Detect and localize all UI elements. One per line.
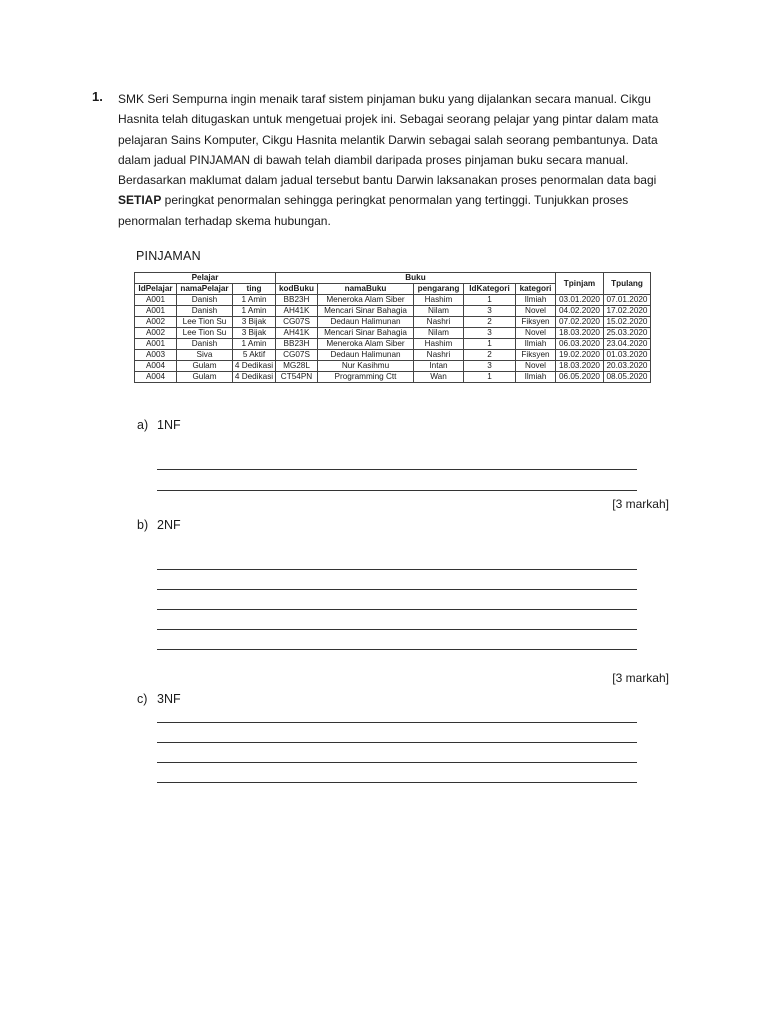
table-cell: A002 <box>135 317 177 328</box>
table-cell: 1 <box>464 339 516 350</box>
table-cell: MG28L <box>276 361 318 372</box>
table-cell: A002 <box>135 328 177 339</box>
group-header-pelajar: Pelajar <box>135 273 276 284</box>
table-cell: Nilam <box>414 328 464 339</box>
table-cell: 3 Bijak <box>233 328 276 339</box>
table-cell: 3 <box>464 306 516 317</box>
table-cell: Mencari Sinar Bahagia <box>318 306 414 317</box>
table-row <box>135 295 651 306</box>
table-cell: AH41K <box>276 306 318 317</box>
column-header: namaPelajar <box>177 284 233 295</box>
table-cell: 1 Amin <box>233 295 276 306</box>
table-cell: Ilmiah <box>516 339 556 350</box>
table-cell: 1 <box>464 295 516 306</box>
table-cell: CG07S <box>276 350 318 361</box>
table-cell: 20.03.2020 <box>604 361 651 372</box>
table-row <box>135 306 651 317</box>
table-cell: Nur Kasihmu <box>318 361 414 372</box>
table-row <box>135 328 651 339</box>
table-body <box>135 295 651 383</box>
table-cell: Danish <box>177 339 233 350</box>
question-text-part2: peringkat penormalan sehingga peringkat penormalan yang tertinggi. Tunjukkan proses penormalan terhadap skema hubungan. <box>118 193 629 228</box>
table-cell: A001 <box>135 339 177 350</box>
table-cell: 5 Aktif <box>233 350 276 361</box>
question-text <box>118 89 678 231</box>
column-header: kodBuku <box>276 284 318 295</box>
table-cell: Wan <box>414 372 464 383</box>
table-cell: CT54PN <box>276 372 318 383</box>
table-cell: 25.03.2020 <box>604 328 651 339</box>
group-header-buku: Buku <box>276 273 556 284</box>
table-cell: Ilmiah <box>516 372 556 383</box>
table-cell: 23.04.2020 <box>604 339 651 350</box>
table-cell: 19.02.2020 <box>556 350 604 361</box>
table-cell: Dedaun Halimunan <box>318 317 414 328</box>
table-cell: Nashri <box>414 317 464 328</box>
table-row <box>135 372 651 383</box>
table-cell: 15.02.2020 <box>604 317 651 328</box>
table-cell: 3 Bijak <box>233 317 276 328</box>
column-header: ting <box>233 284 276 295</box>
table-cell: Mencari Sinar Bahagia <box>318 328 414 339</box>
table-cell: 07.01.2020 <box>604 295 651 306</box>
section-letter: b) <box>137 518 149 532</box>
table-cell: Nashri <box>414 350 464 361</box>
column-header: namaBuku <box>318 284 414 295</box>
pinjaman-table <box>134 272 651 383</box>
table-cell: 01.03.2020 <box>604 350 651 361</box>
table-cell: 4 Dedikasi <box>233 372 276 383</box>
table-cell: A004 <box>135 372 177 383</box>
column-header: Tpulang <box>604 273 651 295</box>
table-group-header-row <box>135 273 651 284</box>
table-cell: 1 Amin <box>233 339 276 350</box>
table-cell: Novel <box>516 306 556 317</box>
column-header: pengarang <box>414 284 464 295</box>
table-cell: Danish <box>177 295 233 306</box>
column-header: kategori <box>516 284 556 295</box>
answer-line <box>157 742 637 743</box>
table-cell: 08.05.2020 <box>604 372 651 383</box>
table-cell: Dedaun Halimunan <box>318 350 414 361</box>
column-header: IdKategori <box>464 284 516 295</box>
section-title: 2NF <box>157 518 181 532</box>
table-row <box>135 339 651 350</box>
answer-line <box>157 490 637 491</box>
table-cell: 17.02.2020 <box>604 306 651 317</box>
section-c-label <box>137 692 181 706</box>
column-header: IdPelajar <box>135 284 177 295</box>
table-cell: Programming Ctt <box>318 372 414 383</box>
table-cell: 2 <box>464 350 516 361</box>
table-cell: A004 <box>135 361 177 372</box>
table-cell: BB23H <box>276 339 318 350</box>
table-cell: 03.01.2020 <box>556 295 604 306</box>
section-b-label <box>137 518 181 532</box>
table-cell: 18.03.2020 <box>556 328 604 339</box>
table-title: PINJAMAN <box>136 249 201 263</box>
answer-line <box>157 722 637 723</box>
table-cell: 3 <box>464 328 516 339</box>
table-row <box>135 317 651 328</box>
table-cell: Fiksyen <box>516 350 556 361</box>
answer-line <box>157 469 637 470</box>
table-cell: Meneroka Alam Siber <box>318 339 414 350</box>
answer-line <box>157 649 637 650</box>
table-cell: A003 <box>135 350 177 361</box>
table-cell: 04.02.2020 <box>556 306 604 317</box>
section-letter: a) <box>137 418 149 432</box>
table-cell: 07.02.2020 <box>556 317 604 328</box>
table-cell: Nilam <box>414 306 464 317</box>
table-cell: 1 <box>464 372 516 383</box>
answer-line <box>157 782 637 783</box>
table-cell: A001 <box>135 295 177 306</box>
section-a-marks: [3 markah] <box>612 497 669 511</box>
table-cell: Danish <box>177 306 233 317</box>
section-title: 3NF <box>157 692 181 706</box>
table-cell: Gulam <box>177 372 233 383</box>
table-cell: 1 Amin <box>233 306 276 317</box>
answer-line <box>157 762 637 763</box>
table-cell: Ilmiah <box>516 295 556 306</box>
answer-line <box>157 569 637 570</box>
answer-line <box>157 609 637 610</box>
table-cell: AH41K <box>276 328 318 339</box>
answer-line <box>157 589 637 590</box>
table-cell: 2 <box>464 317 516 328</box>
table-cell: Gulam <box>177 361 233 372</box>
section-letter: c) <box>137 692 148 706</box>
table-cell: BB23H <box>276 295 318 306</box>
answer-line <box>157 629 637 630</box>
question-text-part1: SMK Seri Sempurna ingin menaik taraf sistem pinjaman buku yang dijalankan secara manual. Cikgu Hasnita telah ditugaskan untuk mengetuai projek ini. Sebagai seorang pelajar yang pintar dalam mata pelajaran Sains Komputer, Cikgu Hasnita melantik Darwin sebagai salah seorang pembantunya. Data dalam jadual PINJAMAN di bawah telah diambil daripada proses pinjaman buku secara manual. Berdasarkan maklumat dalam jadual tersebut bantu Darwin laksanakan proses penormalan data bagi <box>118 92 659 188</box>
section-b-marks: [3 markah] <box>612 671 669 685</box>
table-cell: Hashim <box>414 295 464 306</box>
table-cell: 4 Dedikasi <box>233 361 276 372</box>
table-row <box>135 350 651 361</box>
table-cell: 06.03.2020 <box>556 339 604 350</box>
table-cell: 3 <box>464 361 516 372</box>
question-text-emphasis: SETIAP <box>118 193 162 208</box>
question-number: 1. <box>92 89 103 104</box>
table-cell: Novel <box>516 361 556 372</box>
table-cell: Lee Tion Su <box>177 328 233 339</box>
table-cell: Fiksyen <box>516 317 556 328</box>
table-cell: Siva <box>177 350 233 361</box>
section-a-label <box>137 418 181 432</box>
table-cell: 06.05.2020 <box>556 372 604 383</box>
table-cell: Lee Tion Su <box>177 317 233 328</box>
table-cell: Meneroka Alam Siber <box>318 295 414 306</box>
section-title: 1NF <box>157 418 181 432</box>
table-cell: Intan <box>414 361 464 372</box>
table-cell: Novel <box>516 328 556 339</box>
table-row <box>135 361 651 372</box>
table-cell: A001 <box>135 306 177 317</box>
table-cell: CG07S <box>276 317 318 328</box>
table-cell: 18.03.2020 <box>556 361 604 372</box>
table-cell: Hashim <box>414 339 464 350</box>
column-header: Tpinjam <box>556 273 604 295</box>
